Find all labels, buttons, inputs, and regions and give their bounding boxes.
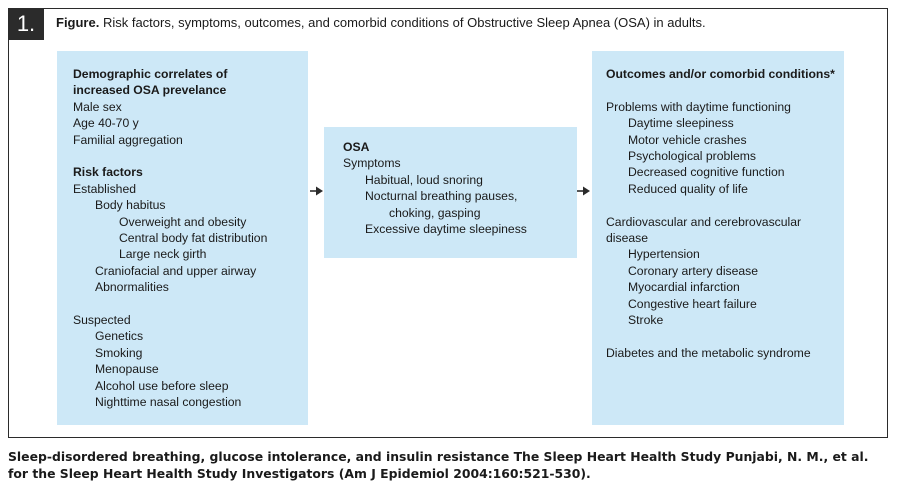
demographic-heading-line2: increased OSA prevelance xyxy=(73,83,227,98)
suspected-item: Smoking xyxy=(95,345,143,360)
daytime-item: Decreased cognitive function xyxy=(628,165,785,180)
body-habitus-item: Overweight and obesity xyxy=(119,214,247,229)
demographic-heading-line1: Demographic correlates of xyxy=(73,67,228,81)
figure-caption xyxy=(8,448,868,482)
figure-number-badge: 1. xyxy=(8,8,44,40)
figure-title xyxy=(56,15,706,30)
body-habitus-item: Large neck girth xyxy=(119,247,207,262)
diabetes-label: Diabetes and the metabolic syndrome xyxy=(606,345,811,360)
symptom-item: Habitual, loud snoring xyxy=(365,172,483,187)
risk-factors-heading: Risk factors xyxy=(73,165,143,180)
suspected-item: Alcohol use before sleep xyxy=(95,378,229,393)
osa-heading: OSA xyxy=(343,140,370,154)
cardio-item: Stroke xyxy=(628,313,664,328)
daytime-item: Motor vehicle crashes xyxy=(628,132,747,147)
cardio-item: Congestive heart failure xyxy=(628,296,757,311)
outcomes-heading: Outcomes and/or comorbid conditions* xyxy=(606,67,835,81)
body-habitus-item: Central body fat distribution xyxy=(119,231,268,246)
symptom-item: Excessive daytime sleepiness xyxy=(365,222,527,237)
outcomes-box xyxy=(592,51,844,425)
symptom-item-continuation: choking, gasping xyxy=(389,205,481,220)
demographic-item: Age 40-70 y xyxy=(73,116,139,131)
figure-label: Figure. xyxy=(56,15,100,30)
suspected-item: Nighttime nasal congestion xyxy=(95,395,242,410)
suspected-item: Genetics xyxy=(95,329,144,344)
body-habitus-label: Body habitus xyxy=(95,198,166,213)
demographic-item: Male sex xyxy=(73,99,122,114)
suspected-label: Suspected xyxy=(73,313,131,328)
daytime-item: Psychological problems xyxy=(628,149,757,164)
caption-line2: for the Sleep Heart Health Study Investigators (Am J Epidemiol 2004:160:521-530). xyxy=(8,466,591,481)
daytime-functioning-label: Problems with daytime functioning xyxy=(606,99,791,114)
abnormalities-label: Abnormalities xyxy=(95,280,169,295)
symptom-item: Nocturnal breathing pauses, xyxy=(365,189,518,204)
cardio-label-line2: disease xyxy=(606,231,649,246)
figure-title-text: Risk factors, symptoms, outcomes, and comorbid conditions of Obstructive Sleep Apnea (OSA) in adults. xyxy=(99,15,706,30)
cardio-item: Hypertension xyxy=(628,247,700,262)
risk-factors-box xyxy=(57,51,308,425)
arrow-right-icon xyxy=(576,185,592,197)
established-label: Established xyxy=(73,181,137,196)
cardio-item: Myocardial infarction xyxy=(628,280,740,295)
cardio-label-line1: Cardiovascular and cerebrovascular xyxy=(606,214,802,229)
daytime-item: Reduced quality of life xyxy=(628,181,748,196)
cardio-item: Coronary artery disease xyxy=(628,263,759,278)
craniofacial-label: Craniofacial and upper airway xyxy=(95,263,257,278)
caption-line1: Sleep-disordered breathing, glucose intolerance, and insulin resistance The Sleep Heart Health Study Punjabi, N. M., et al. xyxy=(8,449,869,464)
suspected-item: Menopause xyxy=(95,362,159,377)
demographic-item: Familial aggregation xyxy=(73,132,183,147)
symptoms-label: Symptoms xyxy=(343,156,401,171)
daytime-item: Daytime sleepiness xyxy=(628,116,734,131)
arrow-right-icon xyxy=(309,185,325,197)
osa-symptoms-box xyxy=(324,127,577,258)
